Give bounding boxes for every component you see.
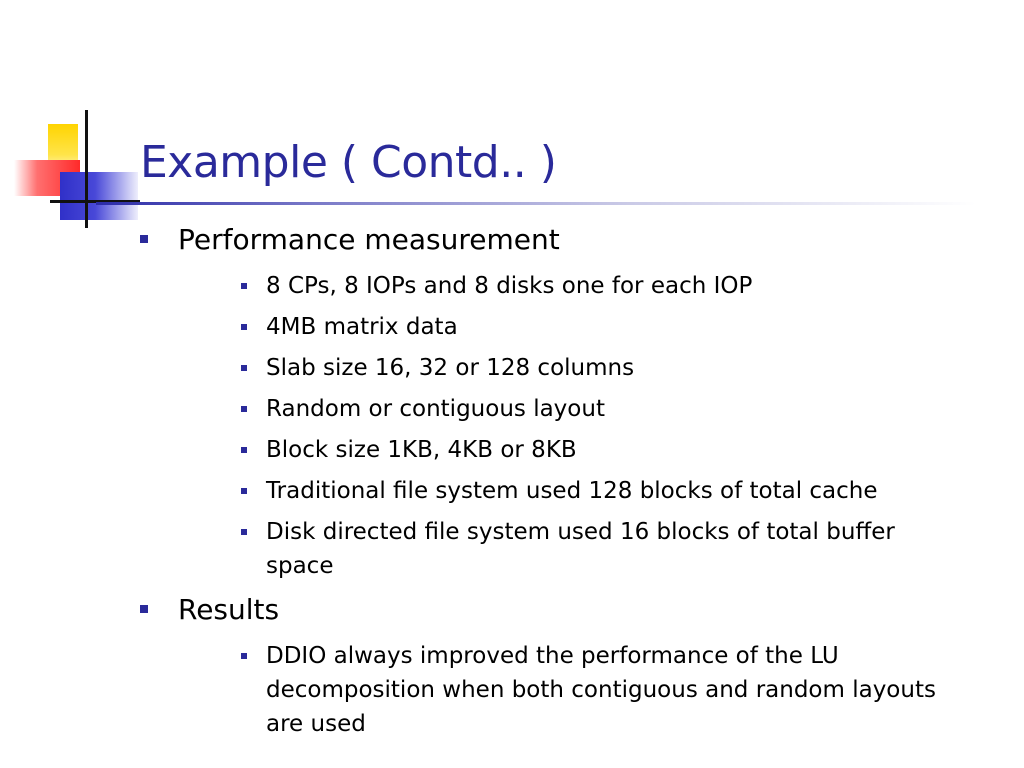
square-bullet-icon <box>241 529 247 535</box>
square-bullet-icon <box>241 406 247 412</box>
square-bullet-icon <box>241 447 247 453</box>
list-item-text: Disk directed file system used 16 blocks of total buffer space <box>266 519 895 579</box>
list-item-text: 4MB matrix data <box>266 314 458 340</box>
square-bullet-icon <box>241 324 247 330</box>
list-item-text: Random or contiguous layout <box>266 396 605 422</box>
list-item-text: Traditional file system used 128 blocks of total cache <box>266 478 878 504</box>
square-bullet-icon <box>241 488 247 494</box>
square-bullet-icon <box>241 653 247 659</box>
list-item-text: Block size 1KB, 4KB or 8KB <box>266 437 577 463</box>
list-item-text: Slab size 16, 32 or 128 columns <box>266 355 635 381</box>
square-bullet-icon <box>241 283 247 289</box>
list-item-text: DDIO always improved the performance of the LU decomposition when both contiguous and random layouts are used <box>266 643 936 737</box>
square-bullet-icon <box>140 235 148 243</box>
section-heading-text: Results <box>178 593 280 626</box>
square-bullet-icon <box>140 605 148 613</box>
slide-title: Example ( Contd.. ) <box>140 137 557 188</box>
square-bullet-icon <box>241 365 247 371</box>
section-heading-text: Performance measurement <box>178 223 560 256</box>
list-item-text: 8 CPs, 8 IOPs and 8 disks one for each IOP <box>266 273 753 299</box>
